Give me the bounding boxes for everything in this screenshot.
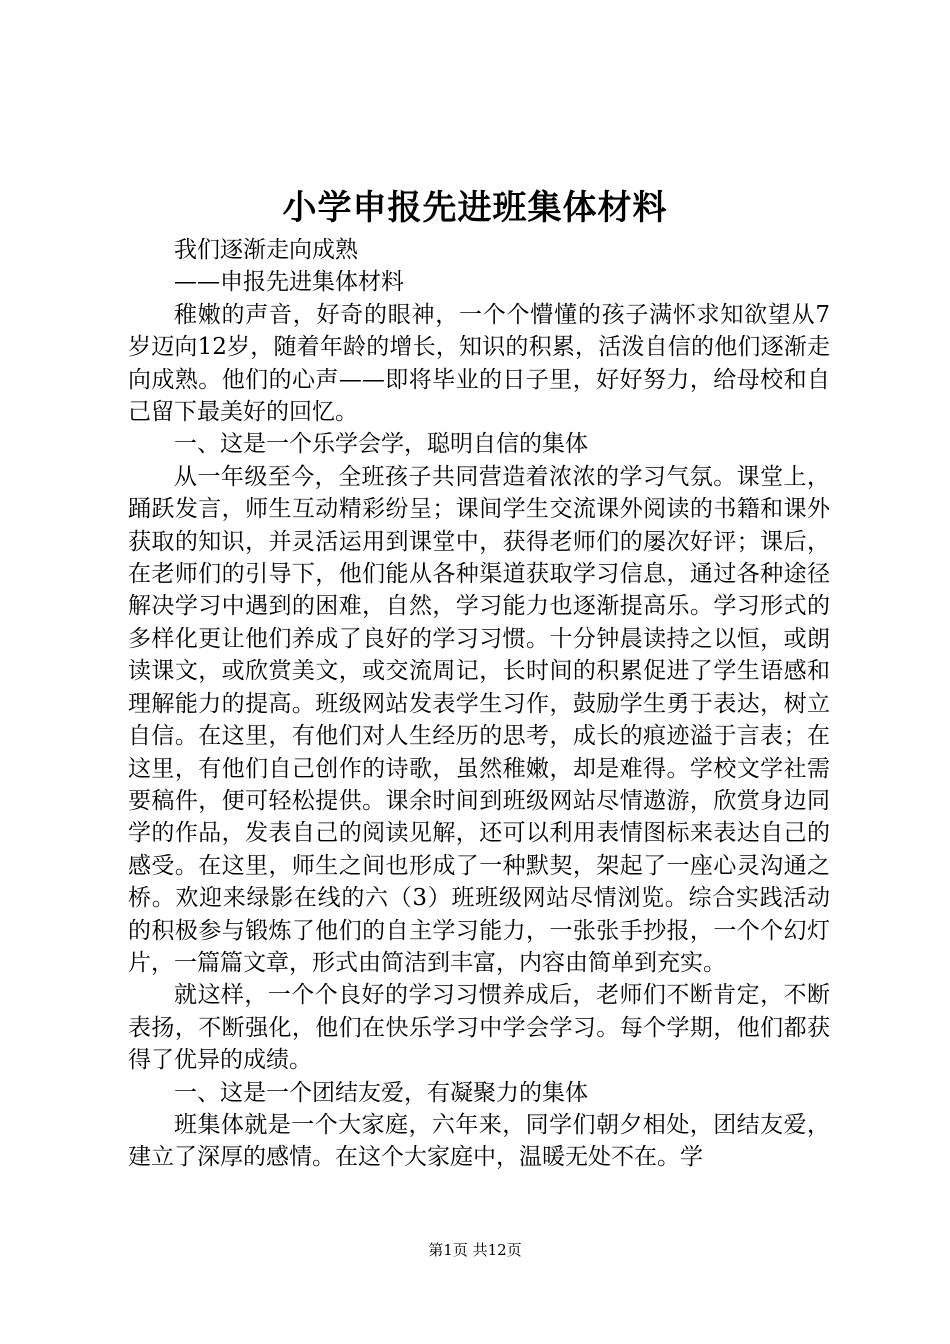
section-heading-1: 一、这是一个乐学会学，聪明自信的集体	[174, 431, 588, 458]
section-heading-2: 一、这是一个团结友爱，有凝聚力的集体	[174, 1079, 588, 1106]
page-footer: 第1页 共12页	[428, 1241, 522, 1259]
document-body	[128, 234, 830, 1174]
document-title: 小学申报先进班集体材料	[282, 188, 668, 228]
subtitle-dash-line: ——申报先进集体材料	[174, 269, 404, 296]
subtitle-line: 我们逐渐走向成熟	[174, 237, 358, 263]
body-paragraph: 就这样，一个个良好的学习习惯养成后，老师们不断肯定，不断表扬，不断强化，他们在快乐学习中学会学习。每个学期，他们都获得了优异的成绩。	[128, 982, 830, 1074]
body-paragraph: 班集体就是一个大家庭，六年来，同学们朝夕相处，团结友爱，建立了深厚的感情。在这个大家庭中，温暖无处不在。学	[128, 1111, 830, 1171]
body-paragraph: 从一年级至今，全班孩子共同营造着浓浓的学习气氛。课堂上，踊跃发言，师生互动精彩纷呈；课间学生交流课外阅读的书籍和课外获取的知识，并灵活运用到课堂中，获得老师们的屡次好评；课后，在老师们的引导下，他们能从各种渠道获取学习信息，通过各种途径解决学习中遇到的困难，自然，学习能力也逐渐提高乐。学习形式的多样化更让他们养成了良好的学习习惯。十分钟晨读持之以恒，或朗读课文，或欣赏美文，或交流周记，长时间的积累促进了学生语感和理解能力的提高。班级网站发表学生习作，鼓励学生勇于表达，树立自信。在这里，有他们对人生经历的思考，成长的痕迹溢于言表；在这里，有他们自己创作的诗歌，虽然稚嫩，却是难得。学校文学社需要稿件，便可轻松提供。课余时间到班级网站尽情遨游，欣赏身边同学的作品，发表自己的阅读见解，还可以利用表情图标来表达自己的感受。在这里，师生之间也形成了一种默契，架起了一座心灵沟通之桥。欢迎来绿影在线的六（3）班班级网站尽情浏览。综合实践活动的积极参与锻炼了他们的自主学习能力，一张张手抄报，一个个幻灯片，一篇篇文章，形式由简洁到丰富，内容由简单到充实。	[128, 463, 830, 976]
intro-paragraph: 稚嫩的声音，好奇的眼神，一个个懵懂的孩子满怀求知欲望从7岁迈向12岁，随着年龄的增长，知识的积累，活泼自信的他们逐渐走向成熟。他们的心声——即将毕业的日子里，好好努力，给母校和自己留下最美好的回忆。	[128, 301, 830, 426]
